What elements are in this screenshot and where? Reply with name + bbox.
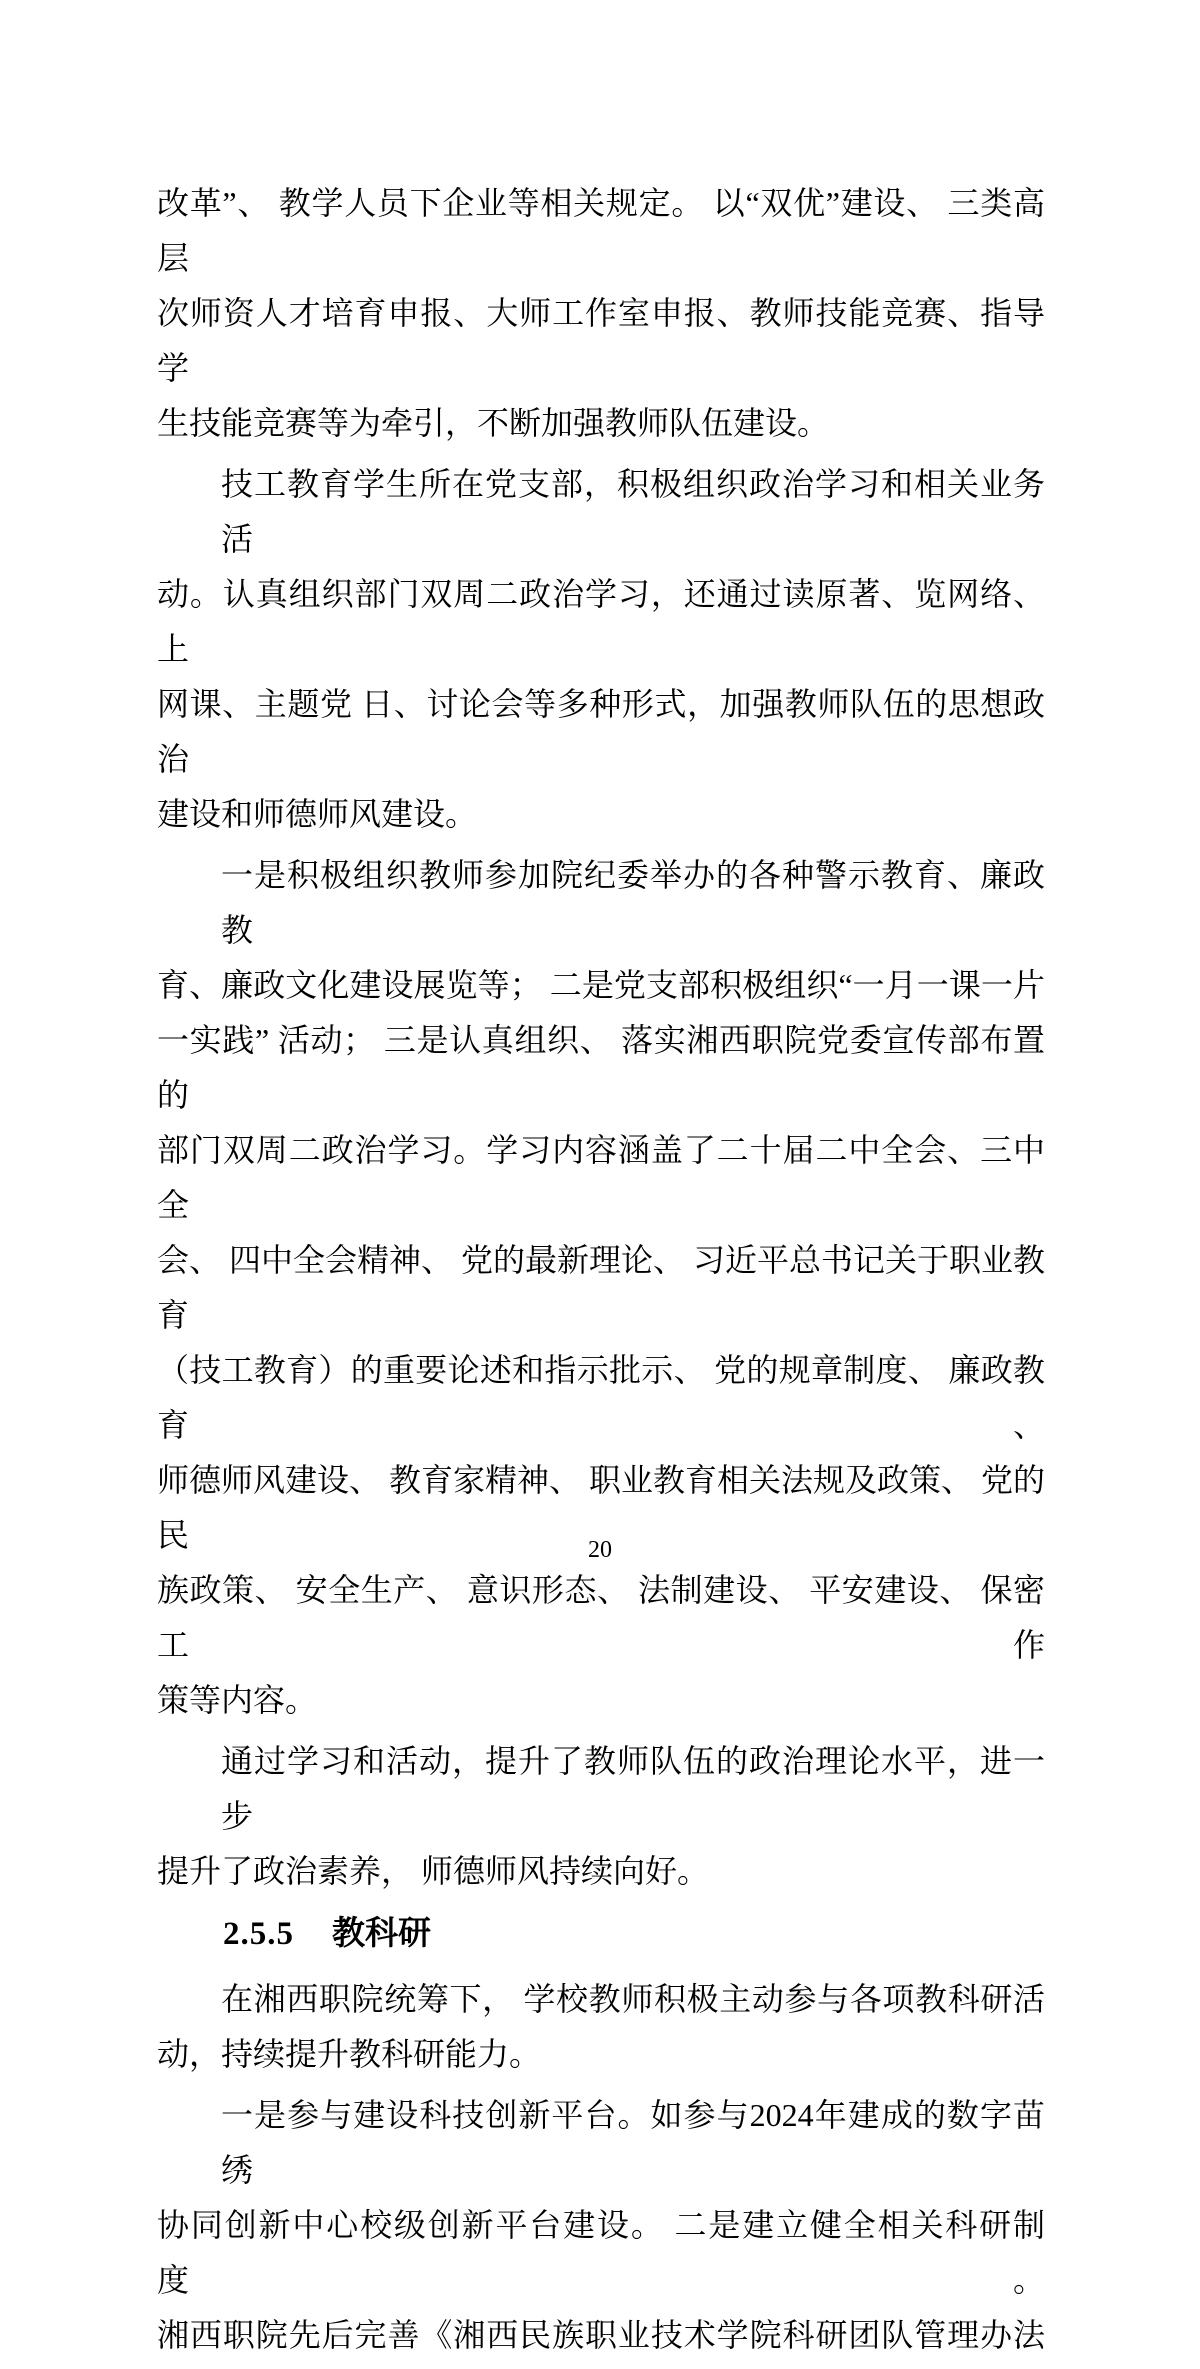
paragraph bbox=[157, 2088, 1045, 2363]
text-line: 建设和师德师风建设。 bbox=[157, 796, 478, 832]
section-heading bbox=[157, 1905, 1045, 1962]
paragraph bbox=[157, 1972, 1045, 2082]
text-line: 湘西职院先后完善《湘西民族职业技术学院科研团队管理办法 bbox=[157, 2317, 1045, 2353]
text-line: 技工教育学生所在党支部，积极组织政治学习和相关业务活 bbox=[221, 466, 1045, 557]
text-line: 网课、主题党 日、讨论会等多种形式，加强教师队伍的思想政治 bbox=[157, 686, 1045, 777]
text-line: 通过学习和活动，提升了教师队伍的政治理论水平，进一步 bbox=[221, 1743, 1045, 1834]
text-line: 会、 四中全会精神、 党的最新理论、 习近平总书记关于职业教育 bbox=[157, 1242, 1046, 1333]
text-line: 生技能竞赛等为牵引，不断加强教师队伍建设。 bbox=[157, 405, 830, 441]
text-line: 协同创新中心校级创新平台建设。 二是建立健全相关科研制度。 bbox=[157, 2207, 1045, 2298]
text-line: 在湘西职院统筹下， 学校教师积极主动参与各项教科研活 bbox=[221, 1981, 1045, 2017]
text-line: 改革”、 教学人员下企业等相关规定。 以“双优”建设、 三类高层 bbox=[157, 185, 1045, 276]
section-number: 2.5.5 bbox=[223, 1916, 294, 1952]
text-line: 动，持续提升教科研能力。 bbox=[157, 2036, 542, 2072]
page-number: 20 bbox=[588, 1537, 612, 1563]
document-content bbox=[157, 176, 1045, 2369]
text-line: 动。认真组织部门双周二政治学习，还通过读原著、览网络、上 bbox=[157, 576, 1045, 667]
paragraph bbox=[157, 457, 1045, 842]
text-line: 部门双周二政治学习。学习内容涵盖了二十届二中全会、三中全 bbox=[157, 1132, 1045, 1223]
paragraph bbox=[157, 176, 1045, 451]
text-line: 族政策、 安全生产、 意识形态、 法制建设、 平安建设、 保密工作 bbox=[157, 1572, 1045, 1663]
section-title: 教科研 bbox=[332, 1914, 431, 1951]
text-line: 师德师风建设、 教育家精神、 职业教育相关法规及政策、 党的民 bbox=[157, 1462, 1046, 1553]
text-line: 一实践” 活动； 三是认真组织、 落实湘西职院党委宣传部布置的 bbox=[157, 1022, 1045, 1113]
text-line: 一是参与建设科技创新平台。如参与2024年建成的数字苗绣 bbox=[221, 2097, 1045, 2188]
text-line: 一是积极组织教师参加院纪委举办的各种警示教育、廉政教 bbox=[221, 857, 1045, 948]
text-line: 提升了政治素养， 师德师风持续向好。 bbox=[157, 1853, 710, 1889]
paragraph bbox=[157, 848, 1045, 1728]
text-line: （技工教育）的重要论述和指示批示、 党的规章制度、 廉政教育、 bbox=[157, 1352, 1045, 1443]
text-line: 策等内容。 bbox=[157, 1682, 318, 1718]
text-line: 育、廉政文化建设展览等； 二是党支部积极组织“一月一课一片 bbox=[157, 967, 1045, 1003]
paragraph bbox=[157, 1734, 1045, 1899]
text-line: 次师资人才培育申报、大师工作室申报、教师技能竞赛、指导学 bbox=[157, 295, 1045, 386]
